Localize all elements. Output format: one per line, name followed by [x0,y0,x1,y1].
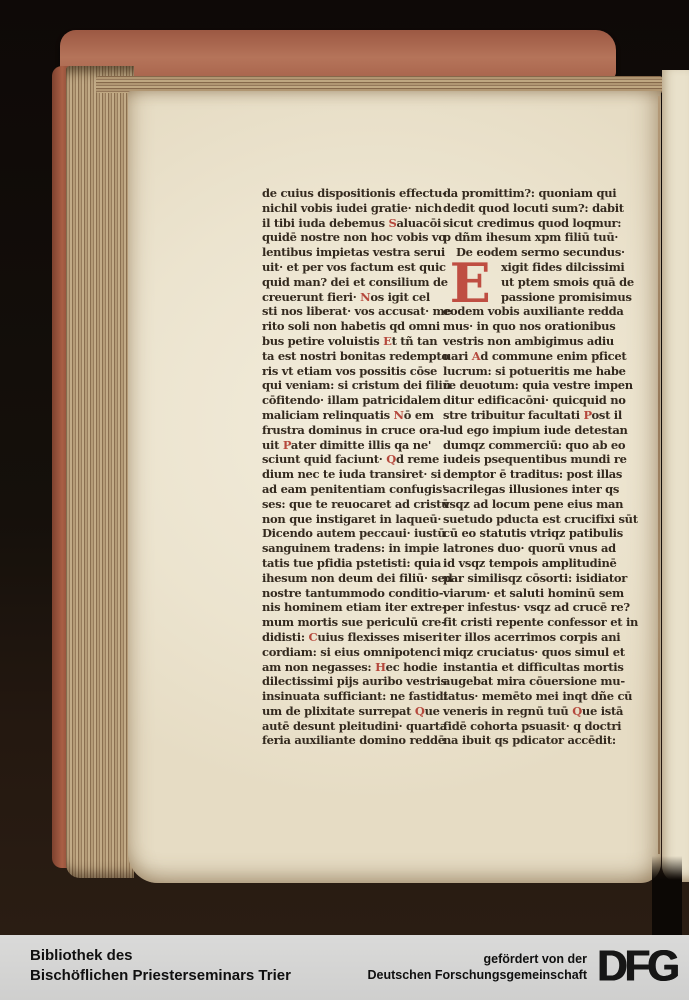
text-line: ditur edificacōni· quicquid no [443,393,626,408]
text-line: frustra dominus in cruce ora- [262,422,444,437]
text-line: sanguinem tradens: in impie [262,541,440,556]
text-line: non que instigaret in laqueū· [262,511,442,526]
text-line: lentibus impietas vestra serui [262,245,445,260]
text-line: dium nec te iuda transiret· si [262,467,442,482]
text-line: ad eam penitentiam confugis' [262,481,446,496]
text-line: ihesum non deum dei filiū· sed [262,570,453,585]
text-line: sti nos liberat· vos accusat· me [262,304,452,319]
text-line: ut ptem smois quā de [501,274,634,289]
text-line: dumqz commerciū: quo ab eo [443,437,626,452]
text-line: passione promisimus [501,289,632,304]
text-line: re deuotum: quia vestre impen [443,378,633,393]
text-line: uari Ad commune enim pficet [443,348,627,363]
text-line: nichil vobis iudei gratie· nich [262,200,442,215]
text-line: sacrilegas illusiones inter qs [443,481,620,496]
gutter-shadow [652,856,682,935]
text-line: nis hominem etiam iter extre- [262,600,447,615]
text-line: p dñm ihesum xpm filiū tuū· [443,230,619,245]
gutter-crease [658,96,660,854]
text-line: sciunt quid faciunt· Qd reme [262,452,440,467]
text-column-left [262,186,453,748]
library-label [30,946,291,985]
text-line: xigit fides dilcissimi [501,259,625,274]
text-line: uit Pater dimitte illis qa ne' [262,437,432,452]
text-line: sicut credimus quod loqmur: [443,215,622,230]
dfg-logo: DFG [597,941,677,990]
text-line: stre tribuitur facultati Post il [443,407,622,422]
digitization-footer-bar [0,935,689,1000]
text-line: creuerunt fieri· Nos igit cel [262,289,430,304]
text-line: par similisqz cōsorti: isidiator [443,570,628,585]
text-line: viarum· et saluti hominū sem [443,585,624,600]
book-cover-top-edge [60,30,616,80]
text-line: dilectissimi pijs auribo vestris [262,674,447,689]
text-line: mum mortis sue periculū cre- [262,615,446,630]
library-label-line1: Bibliothek des [30,947,133,964]
text-line: latrones duo· quorū vnus ad [443,541,616,556]
text-line: mus· in quo nos orationibus [443,319,616,334]
text-line: per infestus· vsqz ad crucē re? [443,600,630,615]
funding-label [368,951,588,983]
text-line: eodem vobis auxiliante redda [443,304,624,319]
funding-label-line1: gefördert von der [483,952,587,966]
text-line: ses: que te reuocaret ad cristū [262,496,450,511]
text-line: fidē cohorta psuasit· q doctri [443,718,622,733]
rubricated-initial: E [449,250,491,315]
text-line: veneris in regnū tuū Que istā [443,703,624,718]
text-line: vestris non ambigimus adiu [443,333,614,348]
text-line: rito soli non habetis qd omni [262,319,440,334]
text-line: il tibi iuda debemus Saluacōi [262,215,442,230]
text-line: tatus· memēto mei inqt dñe cū [443,689,633,704]
text-line: bus petire voluistis Et tñ tan [262,333,438,348]
text-line: dedit quod locuti sum?: dabit [443,200,624,215]
text-line: ter illos acerrimos corpis ani [443,629,621,644]
text-line: fit cristi repente confessor et in [443,615,639,630]
text-line: suetudo pducta est crucifixi sūt [443,511,638,526]
facing-page-sliver [662,70,689,882]
text-line: quidē nostre non hoc vobis vo [262,230,446,245]
text-line: na ibuit qs pdicator accēdit: [443,733,616,748]
text-line: iudeis psequentibus mundi re [443,452,627,467]
text-line: tatis tue pfidia pstetisti: quia [262,555,441,570]
text-column-right [443,186,639,748]
text-line: cū eo statutis vtriqz patibulis [443,526,623,541]
text-line: ta est nostri bonitas redempto [262,348,449,363]
text-line: autē desunt pleitudini· quarta [262,718,447,733]
sermon-heading: De eodem sermo secundus· [456,245,625,260]
text-line: augebat mira cōuersione mu- [443,674,625,689]
text-line: nostre tantummodo conditio- [262,585,444,600]
funding-label-line2: Deutschen Forschungsgemeinschaft [367,968,587,982]
text-line: qui veniam: si cristum dei filiū [262,378,451,393]
text-line: cōfitendo· illam patricidalem [262,393,441,408]
text-line: didisti: Cuius flexisses miseri [262,629,443,644]
text-line: um de plixitate surrepat Que [262,703,440,718]
text-line: miqz cruciatus· quos simul et [443,644,625,659]
text-line: demptor ē traditus: post illas [443,467,623,482]
text-line: lucrum: si potueritis me habe [443,363,626,378]
text-line: lud ego impium iude detestan [443,422,628,437]
text-line: maliciam relinquatis Nō em [262,407,434,422]
text-line: cordiam: si eius omnipotenci [262,644,441,659]
text-line: am non negasses: Hec hodie [262,659,438,674]
text-line: quid man? dei et consilium de [262,274,448,289]
column-opening-lines [443,186,623,245]
text-line: uit· et per vos factum est quic [262,259,446,274]
text-line: Dicendo autem peccaui· iustū [262,526,446,541]
page-fore-edge [66,66,134,878]
column-body-lines [443,304,639,748]
text-line: instantia et difficultas mortis [443,659,624,674]
text-line: vsqz ad locum pene eius man [443,496,624,511]
library-label-line2: Bischöflichen Priesterseminars Trier [30,966,291,984]
text-line: feria auxiliante domino reddē [262,733,445,748]
text-line: de cuius dispositionis effectu- [262,186,447,200]
text-line: id vsqz tempois amplitudinē [443,555,617,570]
text-line: ris vt etiam vos possitis cōse [262,363,438,378]
text-line: da promittim?: quoniam qui [443,186,617,200]
text-line: insinuata sufficiant: ne fastidi [262,689,448,704]
